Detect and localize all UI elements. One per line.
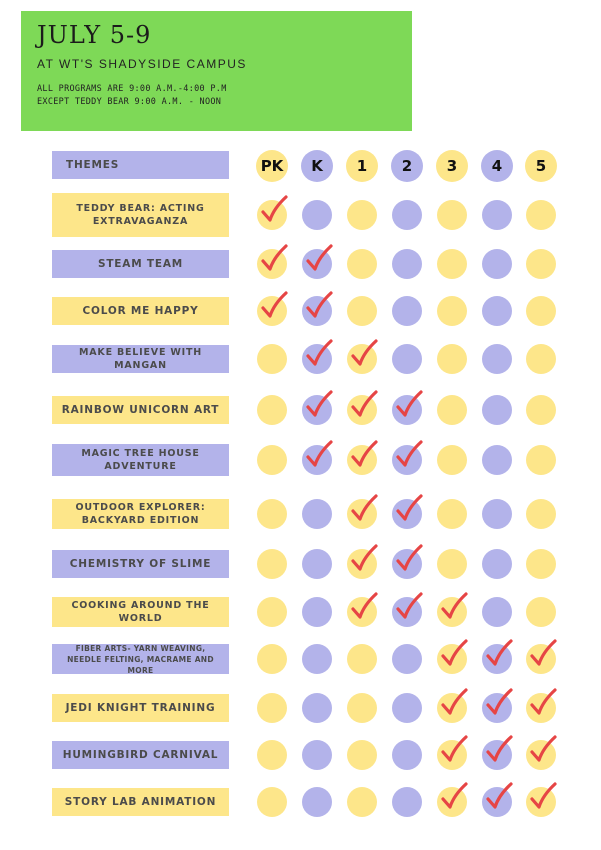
grade-cell <box>347 787 377 817</box>
theme-label: COLOR ME HAPPY <box>52 297 229 325</box>
check-icon <box>484 781 514 813</box>
grade-cell <box>482 740 512 770</box>
grade-cell <box>526 296 556 326</box>
grade-cell <box>347 296 377 326</box>
check-icon <box>349 439 379 471</box>
grade-cell <box>482 787 512 817</box>
grade-cell <box>257 249 287 279</box>
grade-cell <box>437 787 467 817</box>
grade-cell <box>437 296 467 326</box>
grade-cell <box>302 249 332 279</box>
hours-note-line-2: EXCEPT TEDDY BEAR 9:00 A.M. - NOON <box>37 97 222 107</box>
grade-cell <box>347 200 377 230</box>
grade-cell <box>392 549 422 579</box>
grade-cell <box>482 395 512 425</box>
grade-cell <box>392 296 422 326</box>
grade-cell <box>526 344 556 374</box>
check-icon <box>528 687 558 719</box>
grade-cell <box>392 445 422 475</box>
grade-cell <box>526 499 556 529</box>
grade-cell <box>302 445 332 475</box>
grade-cell <box>347 344 377 374</box>
grade-cell <box>437 249 467 279</box>
grade-cell <box>392 693 422 723</box>
grade-cell <box>257 200 287 230</box>
check-icon <box>439 591 469 623</box>
grade-header-k: K <box>301 150 333 182</box>
grade-cell <box>257 499 287 529</box>
check-icon <box>439 687 469 719</box>
theme-label: CHEMISTRY OF SLIME <box>52 550 229 578</box>
check-icon <box>394 389 424 421</box>
grade-cell <box>302 296 332 326</box>
grade-cell <box>526 445 556 475</box>
check-icon <box>439 781 469 813</box>
grade-header-1: 1 <box>346 150 378 182</box>
check-icon <box>394 543 424 575</box>
check-icon <box>484 734 514 766</box>
grade-cell <box>257 395 287 425</box>
check-icon <box>349 591 379 623</box>
themes-header: THEMES <box>52 151 229 179</box>
grade-cell <box>392 597 422 627</box>
theme-label: RAINBOW UNICORN ART <box>52 396 229 424</box>
grade-cell <box>347 693 377 723</box>
grade-cell <box>257 644 287 674</box>
check-icon <box>349 493 379 525</box>
grade-cell <box>482 445 512 475</box>
check-icon <box>259 290 289 322</box>
grade-cell <box>526 597 556 627</box>
grade-cell <box>392 200 422 230</box>
grade-cell <box>257 740 287 770</box>
check-icon <box>349 543 379 575</box>
check-icon <box>484 638 514 670</box>
grade-cell <box>526 200 556 230</box>
grade-header-5: 5 <box>525 150 557 182</box>
hours-note-line-1: ALL PROGRAMS ARE 9:00 A.M.-4:00 P.M <box>37 84 227 94</box>
grade-cell <box>482 344 512 374</box>
theme-label: MAKE BELIEVE WITH MANGAN <box>52 345 229 373</box>
grade-cell <box>392 644 422 674</box>
grade-cell <box>392 344 422 374</box>
grade-cell <box>526 549 556 579</box>
grade-cell <box>302 693 332 723</box>
grade-cell <box>437 200 467 230</box>
grade-cell <box>257 344 287 374</box>
grade-cell <box>257 445 287 475</box>
theme-label: STORY LAB ANIMATION <box>52 788 229 816</box>
grade-cell <box>347 597 377 627</box>
grade-cell <box>257 693 287 723</box>
theme-label: COOKING AROUND THE WORLD <box>52 597 229 627</box>
grade-cell <box>526 249 556 279</box>
grade-cell <box>437 395 467 425</box>
theme-label: TEDDY BEAR: ACTING EXTRAVAGANZA <box>52 193 229 237</box>
hours-note <box>37 83 396 109</box>
check-icon <box>304 389 334 421</box>
check-icon <box>304 243 334 275</box>
grade-cell <box>392 787 422 817</box>
grade-cell <box>302 787 332 817</box>
grade-cell <box>437 644 467 674</box>
grade-cell <box>526 693 556 723</box>
grade-cell <box>302 549 332 579</box>
grade-cell <box>347 445 377 475</box>
check-icon <box>259 243 289 275</box>
grade-cell <box>482 693 512 723</box>
check-icon <box>528 781 558 813</box>
grade-cell <box>347 549 377 579</box>
theme-label: HUMINGBIRD CARNIVAL <box>52 741 229 769</box>
grade-cell <box>302 200 332 230</box>
theme-label: STEAM TEAM <box>52 250 229 278</box>
check-icon <box>304 439 334 471</box>
check-icon <box>484 687 514 719</box>
campus-subtitle: AT WT'S SHADYSIDE CAMPUS <box>37 57 247 71</box>
grade-cell <box>302 395 332 425</box>
grade-cell <box>257 787 287 817</box>
page-title: JULY 5-9 <box>37 21 152 49</box>
check-icon <box>439 734 469 766</box>
grade-cell <box>437 549 467 579</box>
check-icon <box>528 638 558 670</box>
grade-cell <box>392 499 422 529</box>
grade-cell <box>482 200 512 230</box>
check-icon <box>259 194 289 226</box>
grade-cell <box>392 395 422 425</box>
grade-cell <box>302 597 332 627</box>
grade-cell <box>347 740 377 770</box>
check-icon <box>394 439 424 471</box>
grade-cell <box>302 499 332 529</box>
grade-cell <box>302 740 332 770</box>
grade-cell <box>482 644 512 674</box>
check-icon <box>439 638 469 670</box>
grade-cell <box>437 597 467 627</box>
grade-cell <box>482 296 512 326</box>
grade-cell <box>257 296 287 326</box>
grade-cell <box>482 499 512 529</box>
grade-cell <box>257 549 287 579</box>
grade-cell <box>437 499 467 529</box>
check-icon <box>528 734 558 766</box>
grade-header-pk: PK <box>256 150 288 182</box>
check-icon <box>304 338 334 370</box>
grade-cell <box>482 597 512 627</box>
grade-cell <box>302 344 332 374</box>
check-icon <box>349 338 379 370</box>
grade-cell <box>347 249 377 279</box>
grade-cell <box>437 445 467 475</box>
check-icon <box>349 389 379 421</box>
grade-cell <box>526 740 556 770</box>
grade-cell <box>437 344 467 374</box>
grade-cell <box>437 693 467 723</box>
theme-label: FIBER ARTS- YARN WEAVING, NEEDLE FELTING, MACRAME AND MORE <box>52 644 229 674</box>
check-icon <box>304 290 334 322</box>
theme-label: OUTDOOR EXPLORER: BACKYARD EDITION <box>52 499 229 529</box>
grade-cell <box>392 740 422 770</box>
grade-cell <box>392 249 422 279</box>
grade-header-3: 3 <box>436 150 468 182</box>
grade-cell <box>526 787 556 817</box>
theme-label: MAGIC TREE HOUSE ADVENTURE <box>52 444 229 476</box>
grade-cell <box>347 644 377 674</box>
grade-cell <box>482 549 512 579</box>
grade-cell <box>526 395 556 425</box>
check-icon <box>394 493 424 525</box>
header-banner <box>21 11 412 131</box>
grade-cell <box>482 249 512 279</box>
check-icon <box>394 591 424 623</box>
theme-label: JEDI KNIGHT TRAINING <box>52 694 229 722</box>
grade-header-4: 4 <box>481 150 513 182</box>
grade-cell <box>347 499 377 529</box>
grade-cell <box>257 597 287 627</box>
grade-cell <box>347 395 377 425</box>
grade-header-2: 2 <box>391 150 423 182</box>
grade-cell <box>302 644 332 674</box>
grade-cell <box>526 644 556 674</box>
grade-cell <box>437 740 467 770</box>
